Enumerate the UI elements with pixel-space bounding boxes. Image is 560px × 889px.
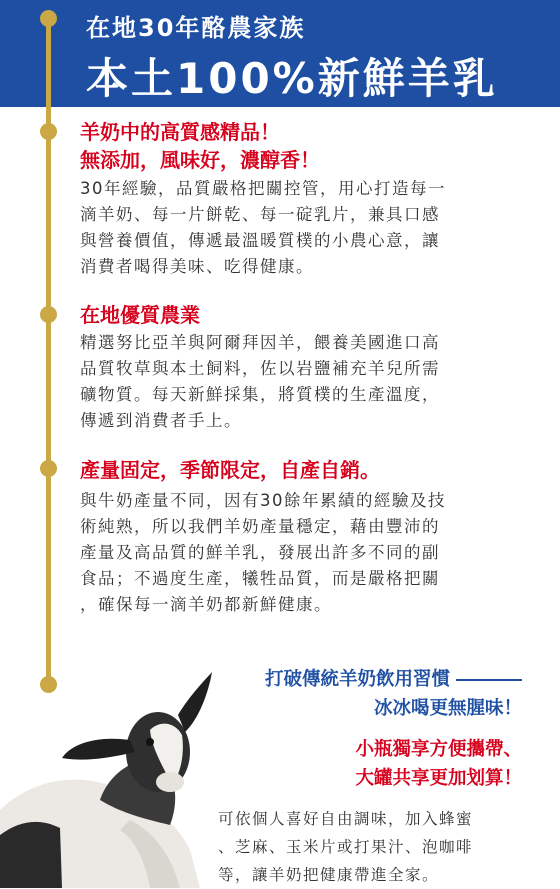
title-line: 無添加，風味好，濃醇香！ — [80, 148, 320, 172]
promo-blue-line-2: 冰冰喝更無腥味！ — [373, 698, 522, 719]
body-line: 與牛奶產量不同，因有30餘年累績的經驗及技 — [80, 491, 446, 510]
body-line: 、芝麻、玉米片或打果汁、泡咖啡 — [218, 838, 474, 856]
body-line: 與營養價值，傳遞最溫暖質樸的小農心意，讓 — [80, 231, 440, 250]
header-subtitle: 在地30年酪農家族 — [86, 14, 306, 42]
body-line: 品質牧草與本土飼料，佐以岩鹽補充羊兒所需 — [80, 359, 440, 378]
title-line: 產量固定，季節限定，自產自銷。 — [80, 458, 380, 482]
section-3-body — [80, 488, 530, 618]
promo-red-line-2: 大罐共享更加划算！ — [355, 768, 522, 789]
divider-rule — [456, 679, 522, 681]
body-line: 消費者喝得美味、吃得健康。 — [80, 257, 314, 276]
header-banner — [0, 0, 560, 107]
header-title: 本土100%新鮮羊乳 — [86, 54, 498, 103]
timeline-dot — [40, 306, 57, 323]
body-line: ，確保每一滴羊奶都新鮮健康。 — [80, 595, 332, 614]
promo-body — [218, 805, 534, 889]
section-2-body — [80, 330, 530, 434]
goat-illustration — [0, 660, 215, 888]
section-3-title — [80, 456, 380, 484]
section-1-title — [80, 118, 320, 174]
body-line: 食品；不過度生產，犧牲品質，而是嚴格把關 — [80, 569, 440, 588]
body-line: 傳遞到消費者手上。 — [80, 411, 242, 430]
promo-blue-line-1 — [265, 665, 522, 691]
section-2-title — [80, 301, 200, 329]
promo-blue-text: 打破傳統羊奶飲用習慣 — [264, 669, 450, 690]
body-line: 產量及高品質的鮮羊乳，發展出許多不同的副 — [80, 543, 440, 562]
body-line: 30年經驗，品質嚴格把關控管，用心打造每一 — [80, 179, 446, 198]
body-line: 礦物質。每天新鮮採集，將質樸的生產溫度， — [80, 385, 440, 404]
body-line: 可依個人喜好自由調味，加入蜂蜜 — [218, 810, 474, 828]
section-1-body — [80, 176, 530, 280]
body-line: 滴羊奶、每一片餅乾、每一碇乳片，兼具口感 — [80, 205, 440, 224]
title-line: 羊奶中的高質感精品！ — [80, 120, 280, 144]
body-line: 精選努比亞羊與阿爾拜因羊，餵養美國進口高 — [80, 333, 440, 352]
title-line: 在地優質農業 — [80, 303, 200, 327]
timeline-dot — [40, 10, 57, 27]
body-line: 術純熟，所以我們羊奶產量穩定，藉由豐沛的 — [80, 517, 440, 536]
timeline-line — [46, 14, 51, 688]
body-line: 等，讓羊奶把健康帶進全家。 — [218, 866, 440, 884]
timeline-dot — [40, 460, 57, 477]
promo-red-line-1: 小瓶獨享方便攜帶、 — [355, 739, 522, 760]
timeline-dot — [40, 123, 57, 140]
